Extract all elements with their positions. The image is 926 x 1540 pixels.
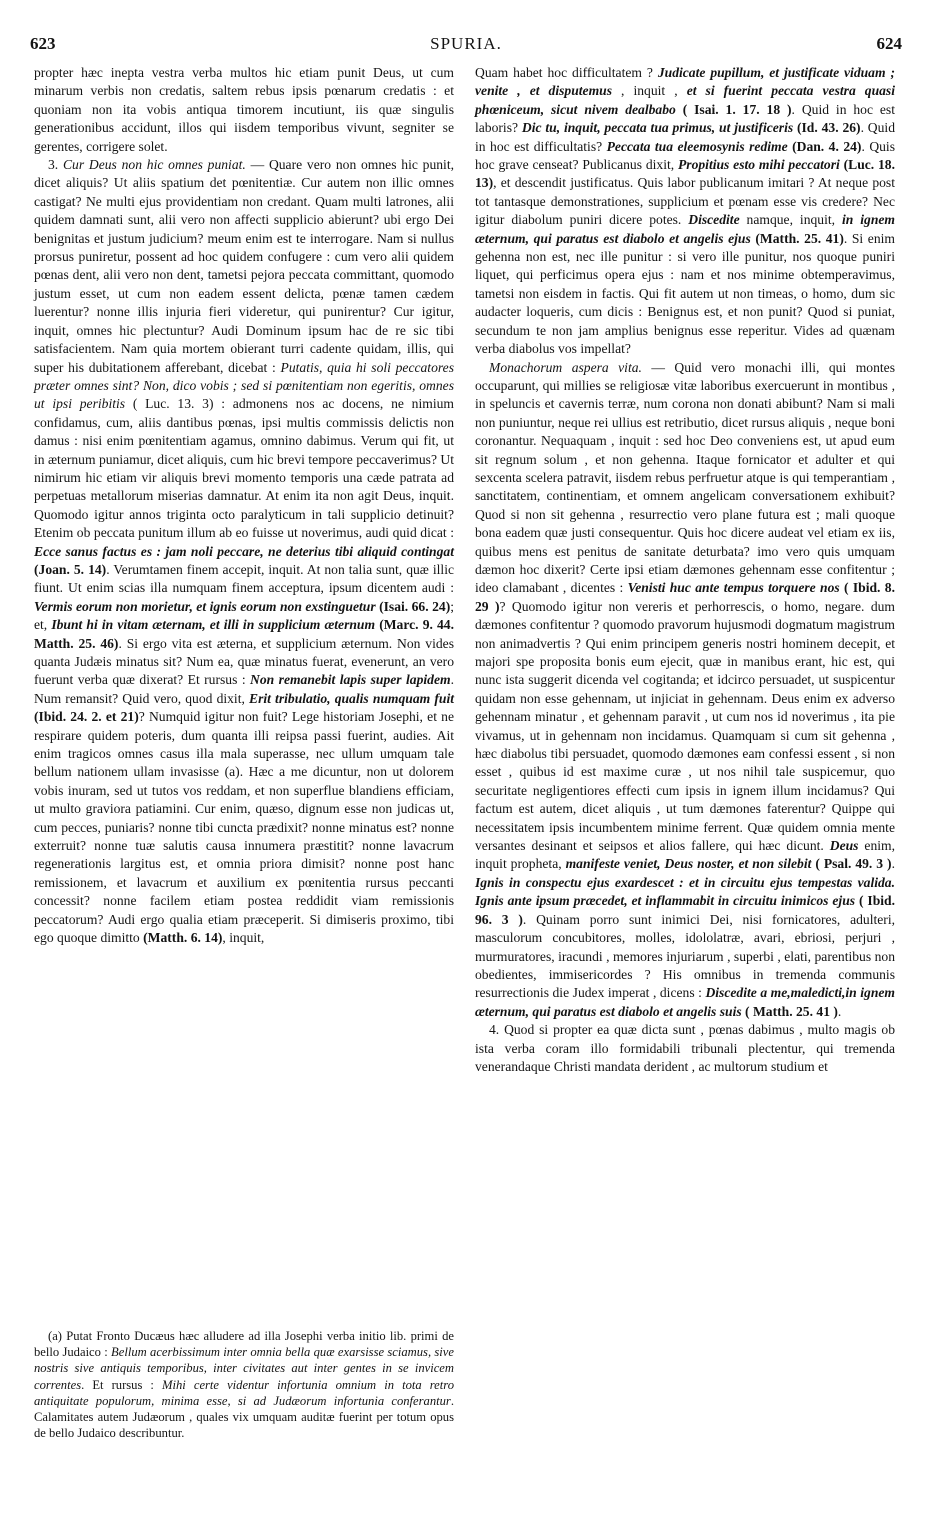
section-heading: Monachorum aspera vita. xyxy=(489,359,642,375)
quotation: Propitius esto mihi peccatori xyxy=(677,157,840,173)
text-run: , inquit , xyxy=(612,83,687,99)
section-number: 3. xyxy=(48,157,59,173)
quotation: Ignis in conspectu ejus exardescet : et in circuitu ejus tempestas valida. Ignis ante ipsum præcedet, et inflammabit in circuitu inimicos ejus xyxy=(475,874,895,909)
scripture-reference: (Dan. 4. 24) xyxy=(787,138,862,154)
right-paragraph-2 xyxy=(475,359,895,1022)
text-run: . Si enim gehenna non est, nec ille punitur : si vero ille punitur, nos quoque puniri liquet, qui perficimus opera ejus : nam et nos minime obtemperavimus, tametsi non eisdem in factis. Qui fit autem ut non timeas, o homo, dum sic audacter loqueris, cum dicis : Benignus est, et non punit? Quod si puniat, secundum te non jam amplius benignus esse reperitur. Vides ad quænam verba diabolus vos impellat? xyxy=(475,230,895,357)
text-run: ? Numquid igitur non fuit? Lege historiam Josephi, et ne respirare quidem poteris, dum quanta illi reipsa passi fuerint, audies. Ait enim tragicos omnes casus illa mala superasse, nec ullum umquam tale bellum nationem ullam invasisse (a). Hæc a me dicuntur, non ut dolorem vobis inuram, sed ut tutos vos reddam, et non superflue blandiens efficiam, ut multo graviora patiamini. Cur enim, quæso, dignum esse non judicas ut, cum pecces, puniaris? nonne tibi cuncta prædixit? nonne minatus est? nonne exterruit? nonne tuæ salutis causa innumera præstitit? nonne lavacrum regenerationis largitus est, et omnia priora dimisit? nonne post hanc remissionem, et lavacrum et auxilium ex pœnitentia rursus peccanti concessit? nonne facilem etiam postea reddidit viam remissionis peccatorum? Audi ergo qualia etiam præceperit. Si dimiseris proximo, tibi ego quoque dimitto xyxy=(34,709,454,946)
quotation: Ibunt hi in vitam æternam, et illi in supplicium æternum xyxy=(51,617,376,633)
scripture-reference: (Isai. 66. 24) xyxy=(375,598,451,614)
text-run: . xyxy=(891,856,895,872)
text-run: . Num remansit? Quid vero, quod dixit, xyxy=(34,672,454,706)
quotation: Deus xyxy=(829,838,859,854)
section-number: 4. xyxy=(489,1022,500,1038)
text-run: . Verumtamen finem accepit, inquit. At non talia sunt, quæ illic fiunt. Ut enim scias illa numquam finem acceptura, ipsum dicentem audi : xyxy=(34,561,454,596)
scripture-reference: ( Psal. 49. 3 ) xyxy=(811,856,892,872)
right-paragraph-1 xyxy=(475,64,895,359)
section-heading: Cur Deus non hic omnes puniat. xyxy=(62,157,246,173)
text-run: — Quare vero non omnes hic punit, dicet aliquis? Ut aliis spatium det pœnitentiæ. Cur autem non illic omnes castigat? Ne multi ejus providentiam non credant. Quam multi latrones, alii quidem damnati sunt, alii vero non affecti supplicio abierunt? ubi ergo Dei benignitas et justum judicium? meum enim est te interrogare. Nam si nullus prorsus puniretur, possent ad hoc quidem confugere : cum vero alii quidem pœnas dent, alii vero non dent, tametsi pejora peccata committant, quomodo justum esset, ut cum non eadem essent delicta, pœnæ tamen cædem luerentur? nonne illis injuria fieri videretur, qui punirentur? Cur igitur, inquit, omnes hic plectuntur? Audi Dominum ipsum hac de re sic tibi satisfacientem. Nam quia mortem obierant turri cadente quidam, illis, qui super his dubitationem afferebant, dicebat : xyxy=(34,157,454,375)
left-column xyxy=(34,64,454,948)
scripture-reference: (Marc. 9. 44. Matth. 25. 46) xyxy=(34,617,454,651)
quotation: Discedite a me,maledicti,in ignem æternum, qui paratus est diabolo et angelis suis xyxy=(475,985,896,1019)
scripture-reference: (Matth. 25. 41) xyxy=(750,230,844,246)
text-run: propter hæc inepta vestra verba multos hic etiam punit Deus, ut cum minarum verbis non credatis, saltem rebus ipsis pœnarum credatis : et quoniam non ita vobis antiqua timorem incutiunt, iis quæ singulis generationibus accidunt, illos qui iisdem temporibus vivunt, segniter se gerentes, corrigere solet. xyxy=(34,65,454,154)
text-run: enim, inquit propheta, xyxy=(475,838,896,872)
text-run: , inquit, xyxy=(222,930,265,946)
scripture-reference: (Ibid. 24. 2. et 21) xyxy=(34,709,139,725)
quotation: Mihi certe videntur infortunia omnium in tota retro antiquitate populorum, minima esse, si ad Judæorum infortunia conferantur xyxy=(34,1377,454,1408)
quotation: Erit tribulatio, qualis numquam fuit xyxy=(249,690,454,706)
text-run: ; et, xyxy=(34,598,454,633)
text-run: . xyxy=(837,1003,842,1019)
text-run: . Si ergo vita est æterna, et supplicium æternum. Non vides quanta Judæis minatus sit? Num ea, quæ minatus fuerat, evenerunt, an vero fuerunt verba quæ dixerat? Et rursus : xyxy=(34,635,454,688)
quotation: Ecce sanus factus es : jam noli peccare, ne deterius tibi aliquid contingat xyxy=(34,543,454,559)
page-header xyxy=(30,34,902,58)
text-run: , et descendit justificatus. Quis labor publicanum imitari ? At neque post tot tantasque demonstrationes, supplicium et pœnam esse vis credere? Nec igitur diabolum puniri dicere potes. xyxy=(475,175,895,228)
scripture-reference: (Id. 43. 26) xyxy=(793,120,861,136)
quotation: manifeste veniet, Deus noster, et non silebit xyxy=(565,856,812,872)
footnote-mark: (a) xyxy=(48,1329,62,1343)
quotation: Putatis, quia hi soli peccatores præter omnes sint? Non, dico vobis ; sed si pœnitentiam non egeritis, omnes ut ipsi peribitis xyxy=(34,359,454,412)
footnote xyxy=(34,1328,454,1441)
scripture-reference: (Luc. 18. 13) xyxy=(475,157,896,191)
quotation: Non remanebit lapis super lapidem xyxy=(250,672,451,688)
footnote-text xyxy=(34,1328,454,1441)
text-run: . Et rursus : xyxy=(81,1377,162,1392)
text-run: . Quinam porro sunt inimici Dei, nisi fornicatores, adulteri, masculorum concubitores, molles, idololatræ, avari, ebriosi, perjuri , murmuratores, iracundi , memores injuriarum , superbi , elati, parentibus non obedientes, immisericordes ? His omnibus in tremenda communis resurrectionis die Judex imperat , dicens : xyxy=(475,911,895,1001)
text-run: Quod si propter ea quæ dicta sunt , pœnas dabimus , multo magis ob ista verba coram illo formidabili tribunali plectentur, qui tremenda venerandaque Christi mandata derident , ac multorum studium et xyxy=(475,1022,895,1074)
quotation: Peccata tua eleemosynis redime xyxy=(606,138,788,154)
quotation: et si fuerint peccata vestra quasi phœniceum, sicut nivem dealbabo xyxy=(475,83,895,117)
left-paragraph-1 xyxy=(34,64,454,156)
quotation: Bellum acerbissimum inter omnia bella quæ exarsisse sciamus, sive nostris sive antiquis temporibus, inter civitates aut inter gentes in se invicem correntes xyxy=(34,1345,454,1392)
scripture-reference: ( Matth. 25. 41 ) xyxy=(741,1003,838,1019)
text-run: — Quid vero monachi illi, qui montes occuparunt, qui millies se religiosæ vitæ laboribus exercuerunt in montibus , in speluncis et cavernis terræ, num corona non donati abibunt? Nam si mali non puniuntur, neque rei ullius est retributio, dicet rursus aliquis , neque boni coronantur. Nequaquam , inquit : sed hoc Deo conveniens est, ut apud eum sit regnum solum , et non gehenna. Itaque fornicator et adulter et qui sexcenta scelera patravit, iisdem rebus perfruetur atque is qui temperantiam , sanctitatem, continentiam, et omnem angelicam conversationem exhibuit? Quod si non sit gehenna , resurrectio vero plane futura est ; mali quoque bona eadem quæ justi consequentur. Quis hoc dicere audeat vel etiam ex iis, quibus mens est penitus de sanitate deturbata? imo vero quis umquam dæmon hoc dixerit? Certe ipsi etiam dæmones gehennam esse confitentur ; ideo clamabant , dicentes : xyxy=(475,359,895,596)
text-run: : admonens nos ac docens, ne nimium confidamus, cum, aliis dantibus pœnas, ipsi multis commissis delictis non damus : nisi enim pœnitentiam agamus, omnino dabimus. Verum qui fit, ut in æternum puniamur, dicet aliquis, cum hic brevi tempore peccaverimus? Ut nimirum hic etiam vir aliquis brevi momento temporis una cæde patrata ad perpetuas metallorum miserias damnatur. At enim ita non agit Deus, inquit. Quomodo igitur annos triginta octo paralyticum in tali supplicio detinuit? Etenim ob peccata punitum illum ab eo fuisse ut noverimus, audi quid dicat : xyxy=(34,396,454,541)
scripture-reference: ( Ibid. 96. 3 ) xyxy=(475,893,895,927)
text-run: . Calamitates autem Judæorum , quales vix umquam auditæ fuerint per totum opus de bello Judaico describuntur. xyxy=(34,1393,454,1441)
scripture-reference: (Joan. 5. 14) xyxy=(34,561,107,577)
text-run: . Quid in hoc est difficultatis? xyxy=(475,120,895,154)
quotation: in ignem æternum, qui paratus est diabolo et angelis ejus xyxy=(475,212,896,246)
right-paragraph-3 xyxy=(475,1021,895,1076)
page-number-left: 623 xyxy=(30,34,56,53)
text-run: . Quid in hoc est laboris? xyxy=(475,101,896,136)
right-column xyxy=(475,64,895,1076)
text-run: ? Quomodo igitur non vereris et perhorrescis, o homo, negare. dum dæmones confitentur ? quomodo pravorum hujusmodi dogmatum magistrum non animadvertis ? Qui enim principem generis nostri hominem decepit, et majori spe proposita bonis eum ejecit, quæ in manibus erant, hic est, qui nunc ista suggerit dicenda vel cogitanda; et idcirco persuadet, ut suspicentur quidam non esse gehennam, ut injiciat in gehennam. Deus enim ex adverso gehennam minatur , et gehennam paravit , ut cum nos id noverimus , ita pie vivamus, ut in gehennam non incidamus. Quamquam si cum sit gehenna , hæc diabolus tibi persuadet, quomodo dæmones eam confessi essent , si non esset , quibus id est maxime curæ , ut nos nihil tale suspicemur, quo securitate negligentiores effecti cum ipsis in ignem illum incidamus? Qui factum est autem, dicet aliquis , ut tum dæmones faterentur? Quippe qui necessitatem ipsis incumbentem minime ferrent. Quæ quidem omnia mente versantes desinant et seipsos et alios fallere, qui hæc dicunt. xyxy=(475,598,895,854)
running-title: SPURIA. xyxy=(430,34,502,53)
left-paragraph-2 xyxy=(34,156,454,947)
quotation: Dic tu, inquit, peccata tua primus, ut justificeris xyxy=(521,120,794,136)
text-run: Putat Fronto Ducæus hæc alludere ad illa Josephi verba initio lib. primi de bello Judaico : xyxy=(34,1329,454,1360)
text-run: . Quis hoc grave censeat? Publicanus dixit, xyxy=(475,138,895,173)
text-run: namque, inquit, xyxy=(739,212,842,228)
text-run: Quam habet hoc difficultatem ? xyxy=(475,65,658,80)
quotation: Discedite xyxy=(688,212,740,228)
scripture-reference: (Matth. 6. 14) xyxy=(143,930,223,946)
page-number-right: 624 xyxy=(876,34,902,53)
quotation: Venisti huc ante tempus torquere nos xyxy=(627,580,840,596)
scripture-reference: ( Isai. 1. 17. 18 ) xyxy=(675,101,792,117)
scripture-reference: ( Ibid. 8. 29 ) xyxy=(475,580,895,614)
scripture-reference: ( Luc. 13. 3) xyxy=(125,396,214,412)
quotation: Vermis eorum non morietur, et ignis eorum non exstinguetur xyxy=(34,598,376,614)
quotation: Judicate pupillum, et justificate viduam ; venite , et disputemus xyxy=(475,65,895,99)
